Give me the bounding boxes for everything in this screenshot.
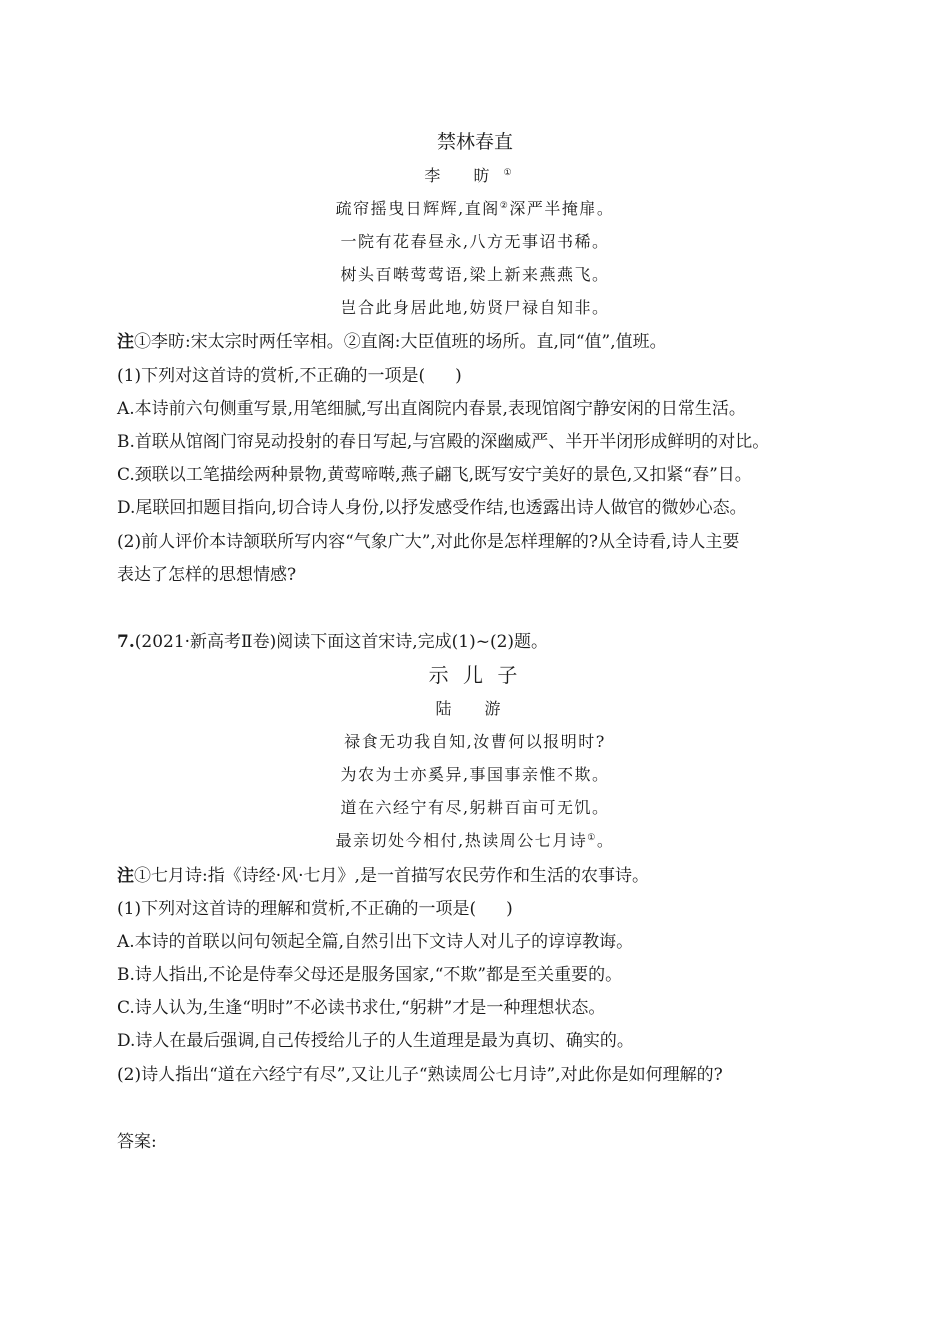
question-number: 7.	[117, 632, 135, 652]
author-name: 李 昉	[424, 166, 504, 185]
footnote-mark: ②	[499, 201, 510, 211]
option-b: B.诗人指出,不论是侍奉父母还是服务国家,“不欺”都是至关重要的。	[117, 965, 623, 985]
answer-label: 答案:	[117, 1132, 157, 1152]
question-7-header	[117, 631, 847, 653]
option-a: A.本诗前六句侧重写景,用笔细腻,写出直阁院内春景,表现馆阁宁静安闲的日常生活。	[117, 399, 746, 419]
note-label: 注	[117, 332, 134, 352]
poem-line: 树头百啭莺莺语,梁上新来燕燕飞。	[340, 265, 610, 284]
option-c: C.诗人认为,生逢“明时”不必读书求仕,“躬耕”才是一种理想状态。	[117, 998, 606, 1018]
poem-line: 禄食无功我自知,汝曹何以报明时?	[344, 732, 606, 751]
option-a: A.本诗的首联以问句领起全篇,自然引出下文诗人对儿子的谆谆教诲。	[117, 932, 634, 952]
poem-author: 陆 游	[435, 699, 515, 718]
option-b: B.首联从馆阁门帘晃动投射的春日写起,与宫殿的深幽威严、半开半闭形成鲜明的对比。	[117, 432, 770, 452]
poem-note	[117, 331, 847, 353]
poem-note	[117, 865, 847, 887]
poem-line: 道在六经宁有尽,躬耕百亩可无饥。	[340, 798, 610, 817]
option-c: C.颈联以工笔描绘两种景物,黄莺啼啭,燕子翩飞,既写安宁美好的景色,又扣紧“春”日。	[117, 465, 752, 485]
note-text: ①七月诗:指《诗经·风·七月》,是一首描写农民劳作和生活的农事诗。	[134, 866, 649, 886]
question-intro: (2021·新高考Ⅱ卷)阅读下面这首宋诗,完成(1)~(2)题。	[134, 632, 549, 652]
poem-line: 疏帘摇曳日辉辉,直阁②深严半掩扉。	[335, 199, 615, 218]
poem-title: 禁林春直	[436, 131, 513, 153]
subquestion-1: (1)下列对这首诗的赏析,不正确的一项是( )	[117, 366, 462, 386]
option-d: D.尾联回扣题目指向,切合诗人身份,以抒发感受作结,也透露出诗人做官的微妙心态。	[117, 498, 747, 518]
note-label: 注	[117, 866, 134, 886]
poem-title: 示 儿 子	[428, 663, 522, 687]
poem-line: 一院有花春昼永,八方无事诏书稀。	[340, 232, 610, 251]
subquestion-2: (2)前人评价本诗颔联所写内容“气象广大”,对此你是怎样理解的?从全诗看,诗人主要	[117, 532, 740, 552]
footnote-mark: ①	[587, 833, 597, 843]
subquestion-2: (2)诗人指出“道在六经宁有尽”,又让儿子“熟读周公七月诗”,对此你是如何理解的?	[117, 1065, 723, 1085]
subquestion-1: (1)下列对这首诗的理解和赏析,不正确的一项是( )	[117, 899, 513, 919]
note-text: ①李昉:宋太宗时两任宰相。②直阁:大臣值班的场所。直,同“值”,值班。	[134, 332, 667, 352]
poem-line: 岂合此身居此地,妨贤尸禄自知非。	[340, 298, 610, 317]
poem-line: 最亲切处今相付,热读周公七月诗①。	[335, 831, 615, 850]
poem-line: 为农为士亦奚异,事国事亲惟不欺。	[340, 765, 610, 784]
subquestion-2-cont: 表达了怎样的思想情感?	[117, 565, 297, 585]
option-d: D.诗人在最后强调,自己传授给儿子的人生道理是最为真切、确实的。	[117, 1031, 634, 1051]
poem-author	[0, 165, 950, 187]
footnote-mark: ①	[503, 168, 526, 178]
